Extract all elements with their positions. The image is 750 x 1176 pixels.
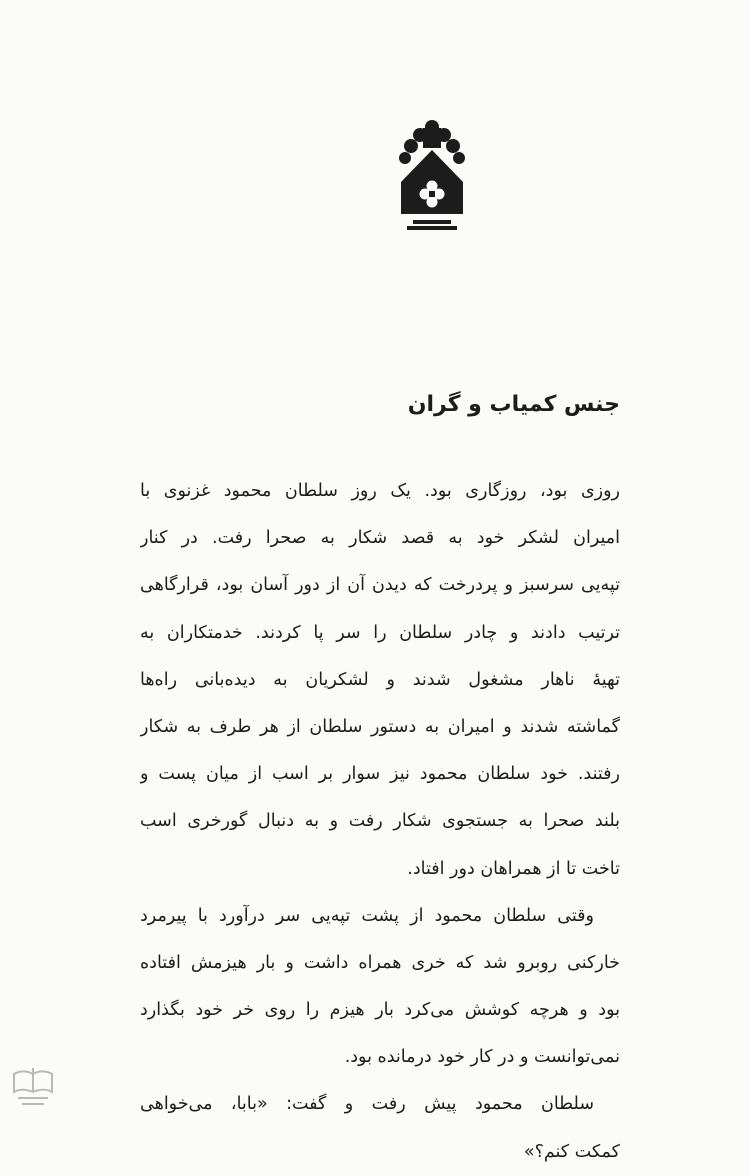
text-line: تپه‌یی سرسبز و پردرخت که دیدن آن از دور آسان بود، قرارگاهی	[140, 575, 620, 596]
text-line: سلطان محمود پیش رفت و گفت: «بابا، می‌خواهی	[140, 1094, 594, 1115]
text-line: امیران لشکر خود به قصد شکار به صحرا رفت. در کنار	[140, 528, 620, 549]
text-line: روزی بود، روزگاری بود. یک روز سلطان محمود غزنوی با	[140, 481, 620, 501]
text-line: بود و هرچه کوشش می‌کرد بار هیزم را روی خر خود بگذارد	[140, 1000, 620, 1021]
text-line: گماشته شدند و امیران به دستور سلطان از هر طرف به شکار	[140, 716, 620, 737]
publisher-emblem-icon	[399, 120, 465, 232]
text-line: نمی‌توانست و در کار خود درمانده بود.	[344, 1047, 620, 1068]
text-line: ترتیب دادند و چادر سلطان را سر پا کردند. خدمتکاران به	[140, 622, 620, 643]
chapter-title: جنس کمیاب و گران	[407, 392, 620, 417]
text-line: خارکنی روبرو شد که خری همراه داشت و بار هیزمش افتاده	[140, 952, 620, 973]
text-line: وقتی سلطان محمود از پشت تپه‌یی سر درآورد با پیرمرد	[140, 905, 594, 926]
text-line: تهیهٔ ناهار مشغول شدند و لشکریان به دیده‌بانی راه‌ها	[140, 669, 620, 690]
text-line: بلند صحرا به جستجوی شکار رفت و به دنبال گورخری اسب	[140, 811, 620, 832]
text-line: کمکت کنم؟»	[523, 1141, 620, 1162]
story-text	[140, 468, 620, 1176]
text-line: رفتند. خود سلطان محمود نیز سوار بر اسب از میان پست و	[140, 764, 620, 785]
book-watermark-icon	[10, 1062, 56, 1112]
text-line: تاخت تا از همراهان دور افتاد.	[407, 858, 620, 879]
